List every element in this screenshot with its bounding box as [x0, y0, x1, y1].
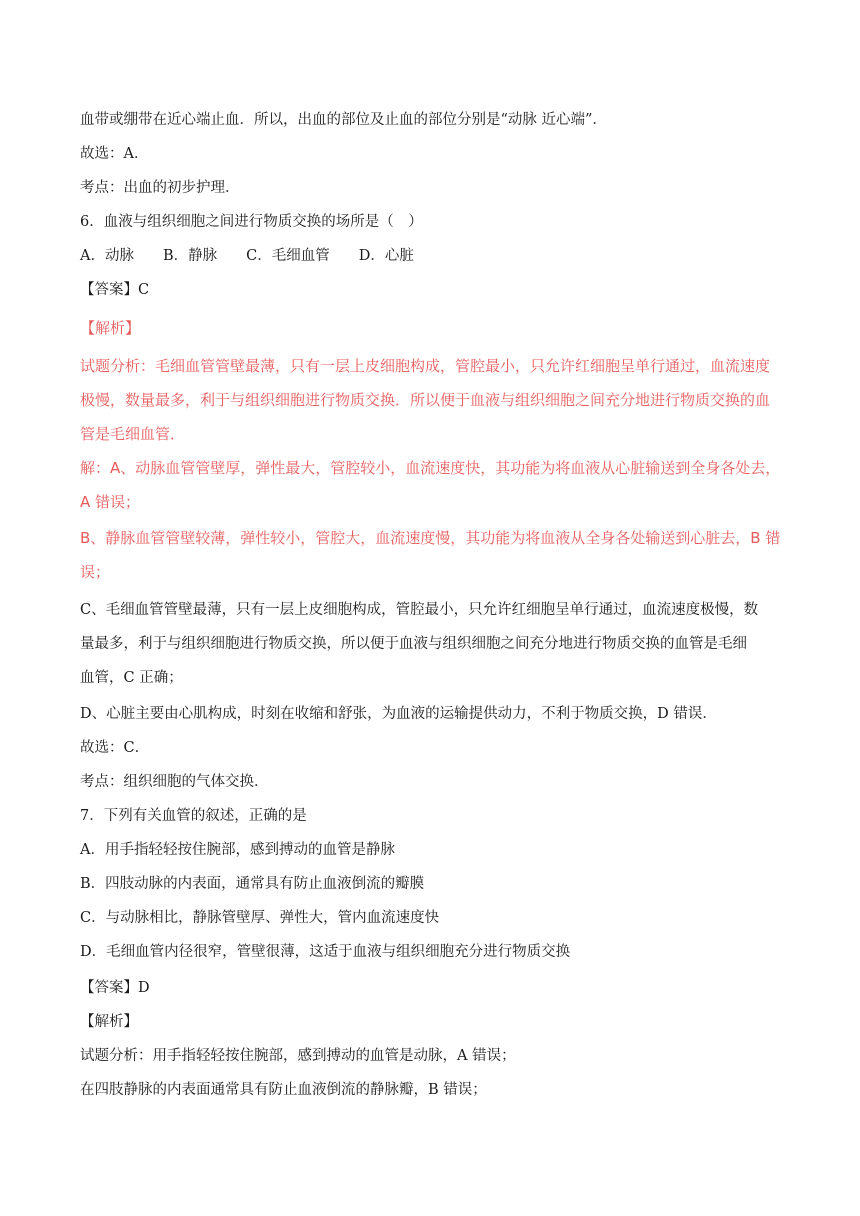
body-line: D、心脏主要由心肌构成，时刻在收缩和舒张，为血液的运输提供动力，不利于物质交换，D 错误．: [80, 706, 717, 722]
body-line: 血管，C 正确；: [80, 670, 183, 686]
question-6-answer: 【答案】C: [80, 282, 150, 298]
knowledge-point-q6: 考点：组织细胞的气体交换．: [80, 774, 269, 790]
analysis-line: 管是毛细血管．: [80, 425, 186, 443]
question-7-option-a: A．用手指轻轻按住腕部，感到搏动的血管是静脉: [80, 842, 395, 858]
question-7-answer: 【答案】D: [80, 980, 150, 996]
knowledge-point-q5: 考点：出血的初步护理．: [80, 180, 240, 196]
analysis-line-q7: 在四肢静脉的内表面通常具有防止血液倒流的静脉瓣，B 错误；: [80, 1082, 487, 1098]
analysis-line: A 错误；: [80, 493, 141, 511]
answer-choice-q5: 故选：A．: [80, 146, 149, 162]
analysis-line: 试题分析：毛细血管管壁最薄，只有一层上皮细胞构成，管腔最小，只允许红细胞呈单行通过，血流速度: [80, 357, 771, 375]
analysis-line: 极慢，数量最多，利于与组织细胞进行物质交换．所以便于血液与组织细胞之间充分地进行物质交换的血: [80, 391, 771, 409]
analysis-line: B、静脉血管管壁较薄，弹性较小，管腔大，血流速度慢，其功能为将血液从全身各处输送到心脏去，B 错: [80, 529, 781, 547]
question-6-options: A．动脉 B．静脉 C．毛细血管 D．心脏: [80, 248, 414, 264]
question-7-option-c: C．与动脉相比，静脉管壁厚、弹性大，管内血流速度快: [80, 910, 440, 926]
question-6-stem: 6．血液与组织细胞之间进行物质交换的场所是（ ）: [80, 214, 423, 230]
analysis-line: 解：A、动脉血管管壁厚，弹性最大，管腔较小，血流速度快，其功能为将血液从心脏输送到全身各处去，: [80, 459, 781, 477]
analysis-line: 误；: [80, 563, 111, 581]
body-line: C、毛细血管管壁最薄，只有一层上皮细胞构成，管腔最小，只允许红细胞呈单行通过，血流速度极慢，数: [80, 602, 759, 618]
analysis-line-q7: 试题分析：用手指轻轻按住腕部，感到搏动的血管是动脉，A 错误；: [80, 1048, 516, 1064]
analysis-heading: 【解析】: [80, 319, 141, 337]
question-7-stem: 7．下列有关血管的叙述，正确的是: [80, 808, 307, 824]
question-7-option-b: B．四肢动脉的内表面，通常具有防止血液倒流的瓣膜: [80, 876, 425, 892]
question-7-option-d: D．毛细血管内径很窄，管壁很薄，这适于血液与组织细胞充分进行物质交换: [80, 944, 571, 960]
text-line-continuation: 血带或绷带在近心端止血．所以，出血的部位及止血的部位分别是“动脉 近心端”．: [80, 112, 607, 128]
answer-choice-q6: 故选：C．: [80, 740, 150, 756]
body-line: 量最多，利于与组织细胞进行物质交换，所以便于血液与组织细胞之间充分地进行物质交换的血管是毛细: [80, 636, 747, 652]
analysis-heading-q7: 【解析】: [80, 1014, 138, 1030]
